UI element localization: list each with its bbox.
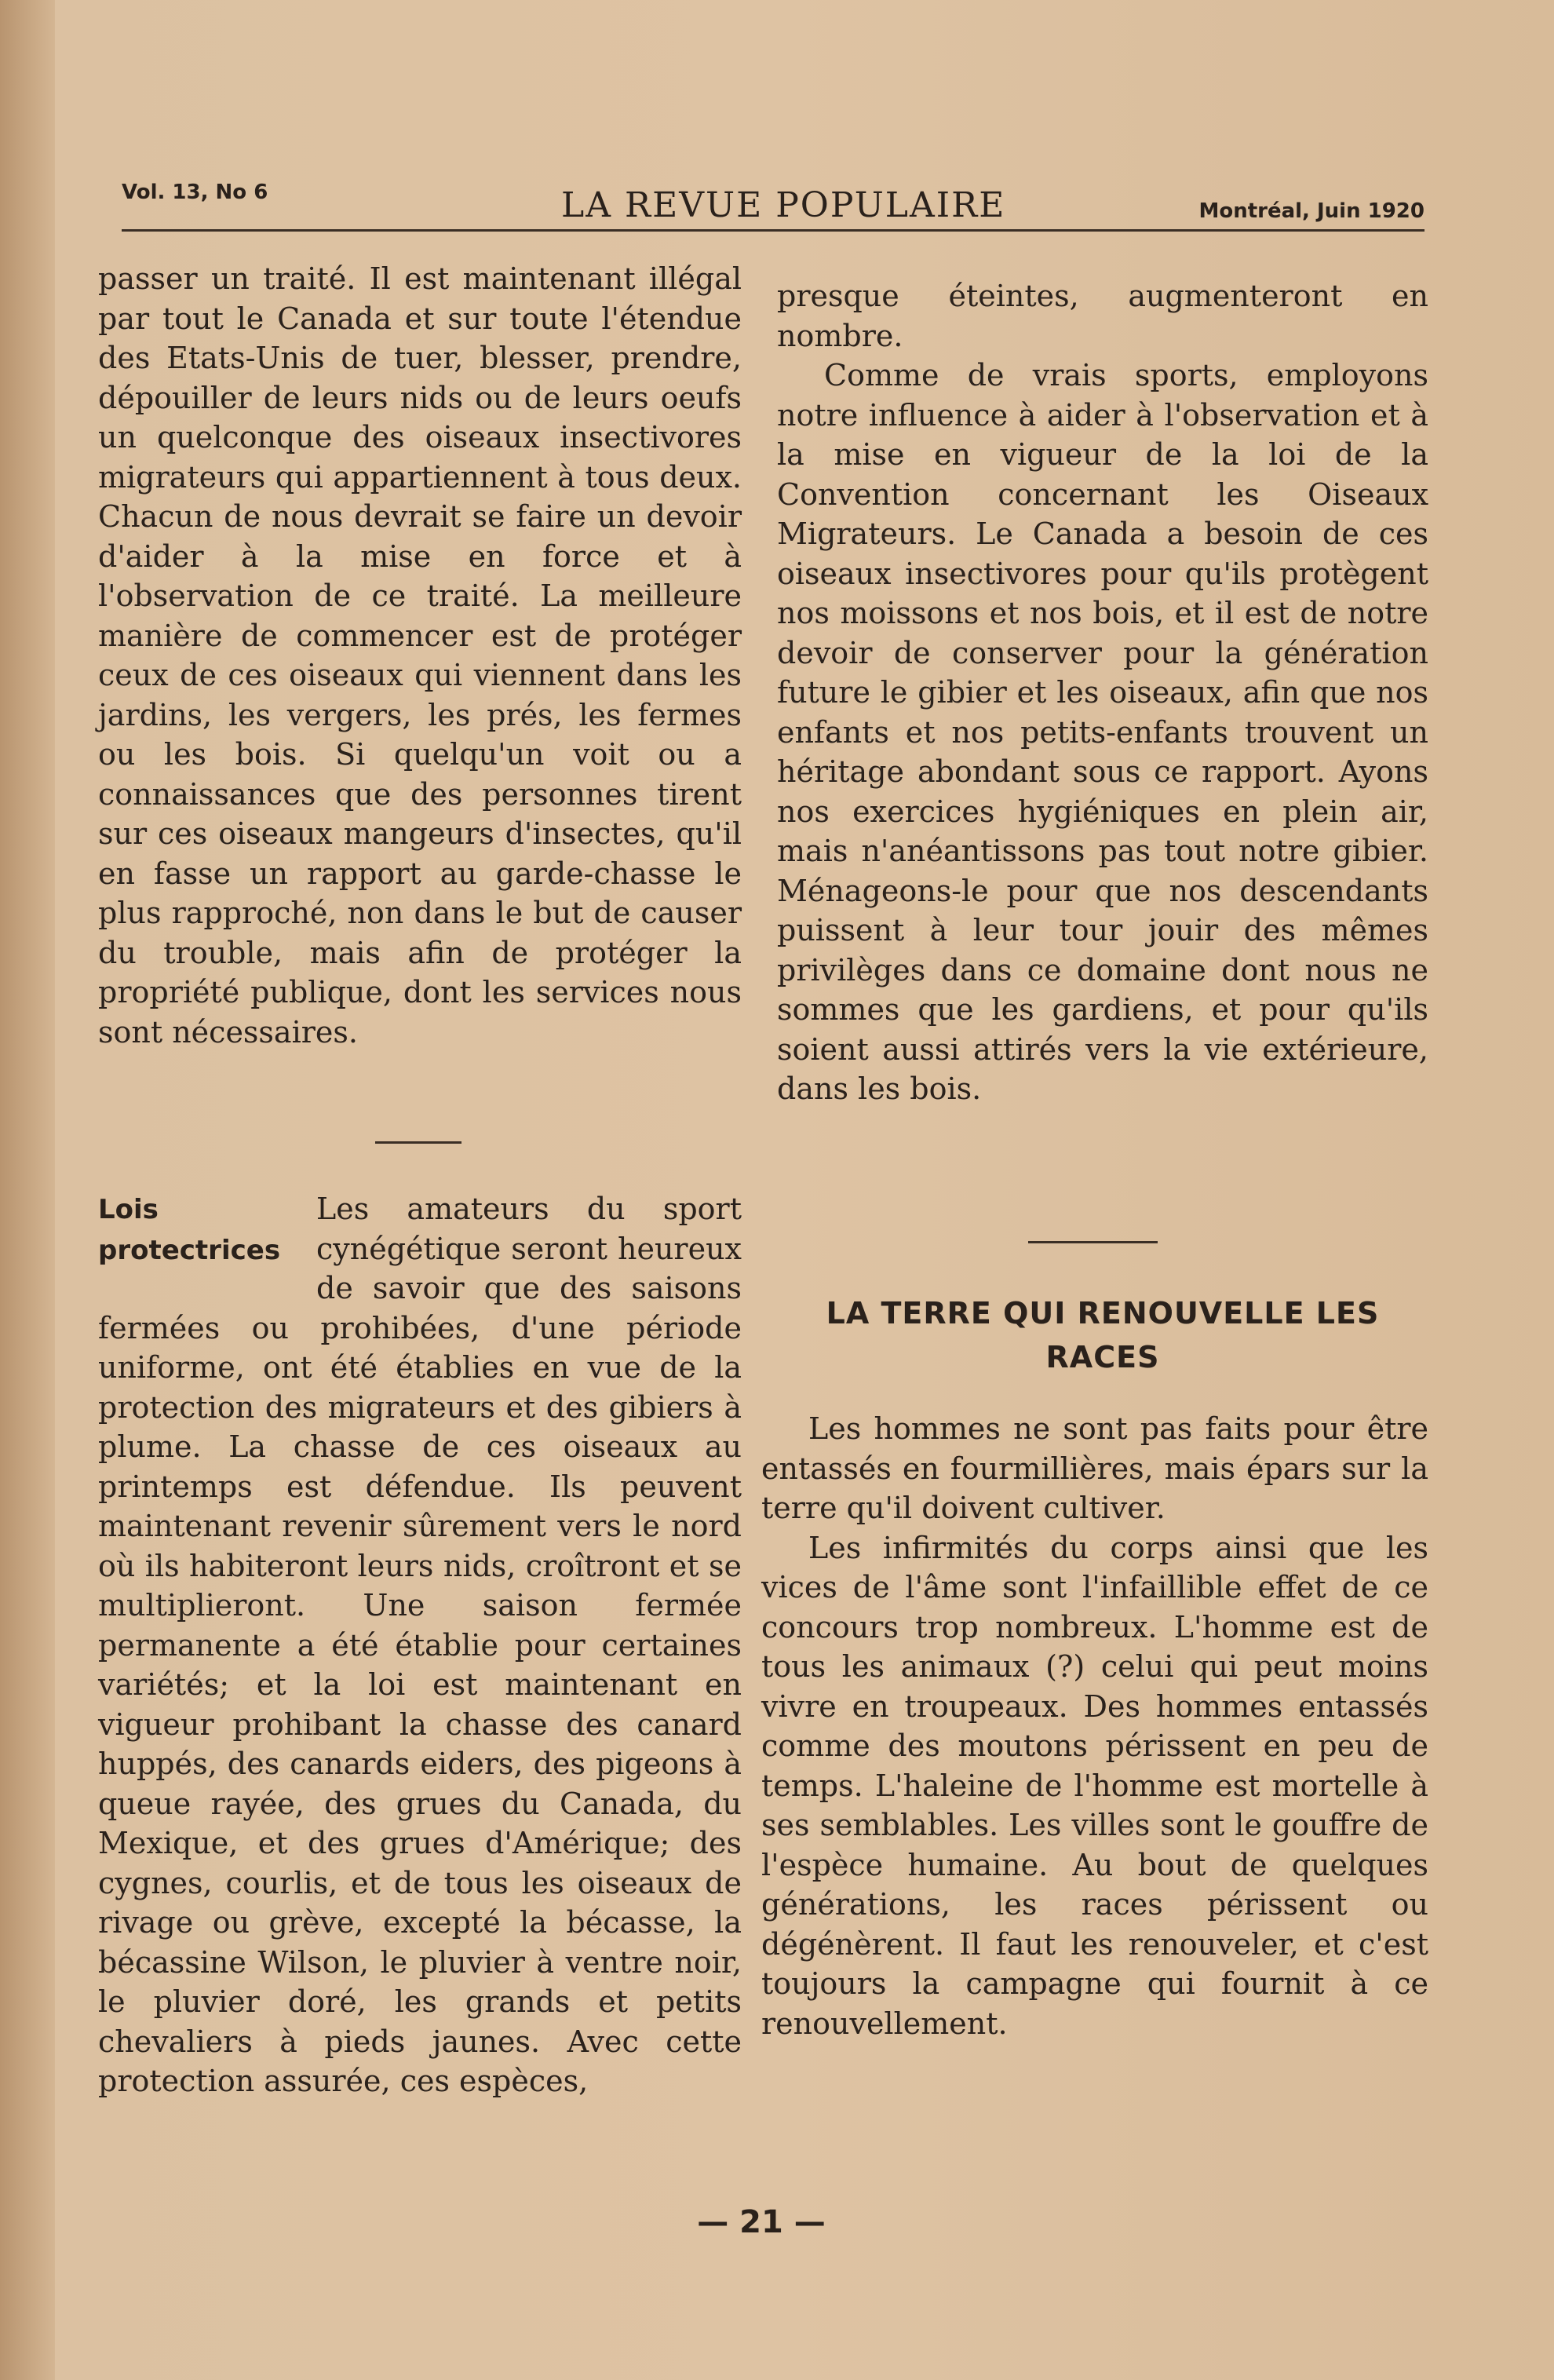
publication-title: LA REVUE POPULAIRE: [561, 185, 1006, 225]
page-number: — 21 —: [697, 2204, 826, 2240]
lois-heading-line2: protectrices: [98, 1235, 281, 1266]
terre-heading-line2: RACES: [1045, 1340, 1160, 1374]
lois-heading-line1: Lois: [98, 1194, 159, 1225]
volume-number: Vol. 13, No 6: [122, 181, 268, 204]
heading-float-space: [98, 1189, 316, 1307]
sports-paragraph: Comme de vrais sports, employons notre influence à aider à l'observation et à la mise en vigueur de la loi de la Convention concernant les Oiseaux Migrateurs. Le Canada a besoin de ces oiseaux insectivores pour qu'ils protègent nos moissons et nos bois, et il est de notre devoir de conserver pour la génération future le gibier et les oiseaux, afin que nos enfants et nos petits-enfants trouvent un héritage abondant sous ce rapport. Ayons nos exercices hygiéniques en plein air, mais n'anéantissons pas tout notre gibier. Ménageons-le pour que nos descendants puissent à leur tour jouir des mêmes privilèges dans ce domaine dont nous ne sommes que les gardiens, et pour qu'ils soient aussi attirés vers la vie extérieure, dans les bois.: [777, 358, 1428, 1106]
section-divider: [1028, 1241, 1158, 1243]
right-column: [777, 276, 1428, 1109]
terre-paragraph-2: Les infirmités du corps ainsi que les vices de l'âme sont l'infaillible effet de ce concours trop nombreux. L'homme est de tous les animaux (?) celui qui peut moins vivre en troupeaux. Des hommes entassés comme des moutons périssent en peu de temps. L'haleine de l'homme est mortelle à ses semblables. Les villes sont le gouffre de l'espèce humaine. Au bout de quelques générations, les races périssent ou dégénèrent. Il faut les renouveler, et c'est toujours la campagne qui fournit à ce renouvellement.: [761, 1530, 1428, 2041]
page-header: [122, 181, 1424, 235]
terre-paragraph-1: Les hommes ne sont pas faits pour être entassés en fourmillières, mais épars sur la terre qu'il doivent cultiver.: [761, 1411, 1428, 1525]
eteintes-paragraph: presque éteintes, augmenteront en nombre.: [777, 279, 1428, 353]
header-rule: [122, 229, 1424, 232]
terre-heading-line1: LA TERRE QUI RENOUVELLE LES: [826, 1296, 1380, 1331]
terre-section: [761, 1409, 1428, 2043]
page-gutter: [0, 0, 55, 2380]
lois-body: [98, 1189, 742, 2101]
section-divider: [375, 1141, 461, 1144]
issue-date: Montréal, Juin 1920: [1198, 199, 1424, 223]
terre-heading: [773, 1291, 1432, 1379]
lois-paragraph: Les amateurs du sport cynégétique seront heureux de savoir que des saisons fermées ou prohibées, d'une période uniforme, ont été établies en vue de la protection des migrateurs et des gibiers à plume. La chasse de ces oiseaux au printemps est défendue. Ils peuvent maintenant revenir sûrement vers le nord où ils habiteront leurs nids, croîtront et se multiplieront. Une saison fermée permanente a été établie pour certaines variétés; et la loi est maintenant en vigueur prohibant la chasse des canard huppés, des canards eiders, des pigeons à queue rayée, des grues du Canada, du Mexique, et des grues d'Amérique; des cygnes, courlis, et de tous les oiseaux de rivage ou grève, excepté la bécasse, la bécassine Wilson, le pluvier à ventre noir, le pluvier doré, les grands et petits chevaliers à pieds jaunes. Avec cette protection assurée, ces espèces,: [98, 1192, 742, 2098]
traite-paragraph: passer un traité. Il est maintenant illégal par tout le Canada et sur toute l'étendue des Etats-Unis de tuer, blesser, prendre, dépouiller de leurs nids ou de leurs oeufs un quelconque des oiseaux insectivores migrateurs qui appartiennent à tous deux. Chacun de nous devrait se faire un devoir d'aider à la mise en force et à l'observation de ce traité. La meilleure manière de commencer est de protéger ceux de ces oiseaux qui viennent dans les jardins, les vergers, les prés, les fermes ou les bois. Si quelqu'un voit ou a connaissances que des personnes tirent sur ces oiseaux mangeurs d'insectes, qu'il en fasse un rapport au garde-chasse le plus rapproché, non dans le but de causer du trouble, mais afin de protéger la propriété publique, dont les services nous sont nécessaires.: [98, 261, 742, 1049]
left-column: [98, 259, 742, 1052]
